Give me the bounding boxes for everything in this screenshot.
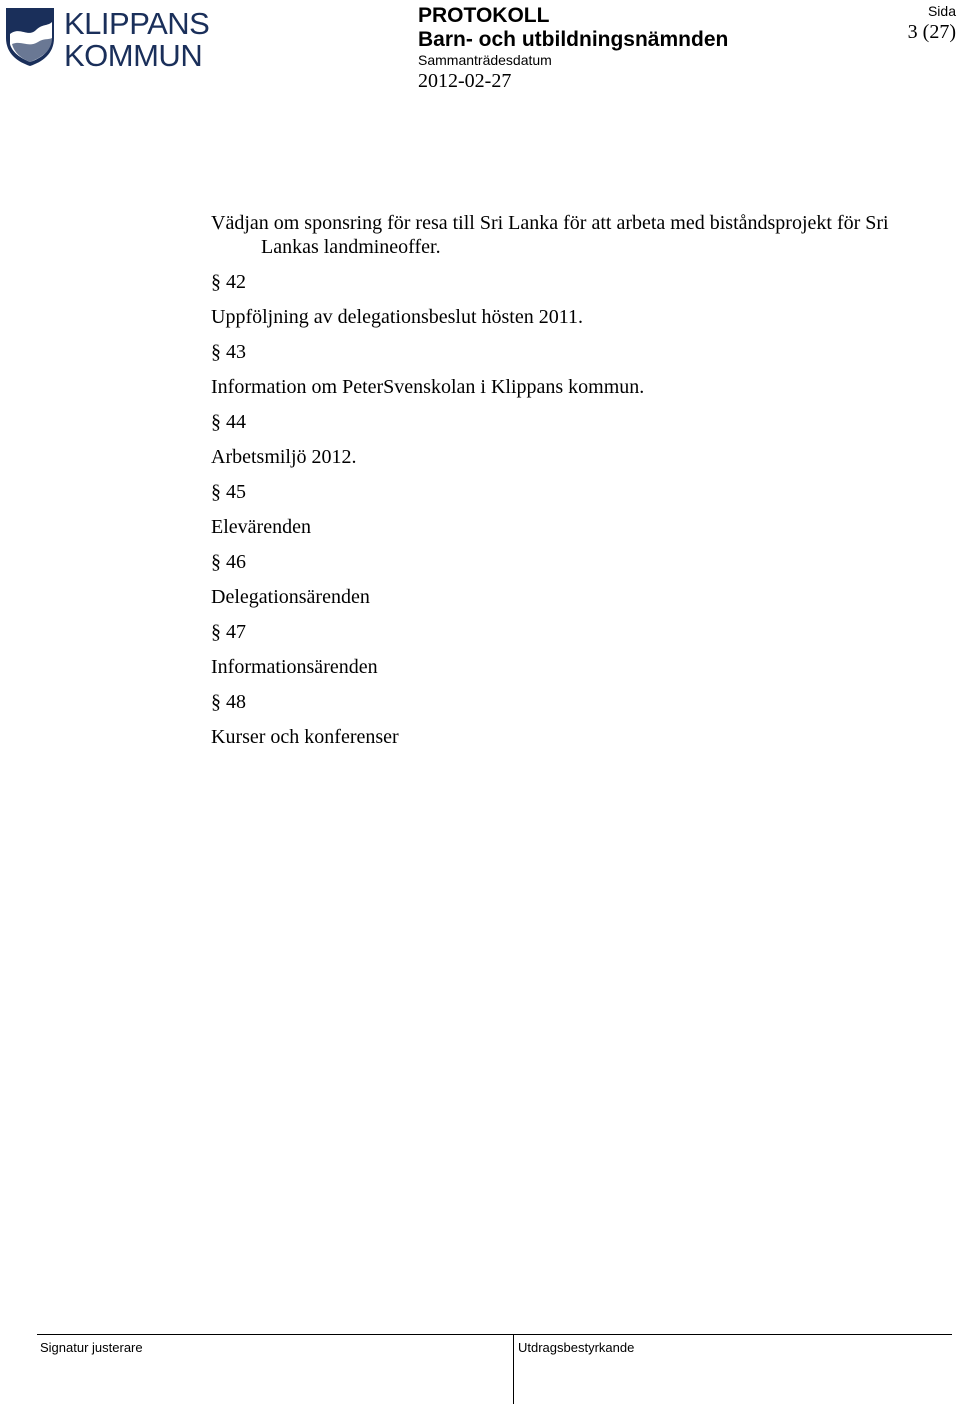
agenda-item-title: Elevärenden (211, 516, 311, 538)
document-type: PROTOKOLL (418, 4, 550, 27)
agenda-item-title: Kurser och konferenser (211, 726, 399, 748)
agenda-intro-title: Vädjan om sponsring för resa till Sri Lanka för att arbeta med biståndsprojekt för Sri Lankas landmineoffer. (211, 212, 889, 258)
meeting-date: 2012-02-27 (418, 70, 512, 92)
logo-graphic (4, 4, 219, 68)
klippans-kommun-logo (4, 4, 219, 68)
paragraph-number: § 43 (211, 341, 246, 363)
footer-rule (37, 1334, 952, 1335)
paragraph-number: § 45 (211, 481, 246, 503)
agenda-item-title: Information om PeterSvenskolan i Klippans kommun. (211, 376, 645, 398)
logo-text-line2: KOMMUN (64, 38, 203, 68)
logo-text-line1: KLIPPANS (64, 6, 210, 41)
agenda-item-title: Arbetsmiljö 2012. (211, 446, 357, 468)
agenda-item-title: Delegationsärenden (211, 586, 370, 608)
paragraph-number: § 47 (211, 621, 246, 643)
agenda-item-title: Informationsärenden (211, 656, 378, 678)
page-label: Sida (927, 3, 956, 19)
board-name: Barn- och utbildningsnämnden (418, 28, 729, 51)
paragraph-number: § 48 (211, 691, 246, 713)
date-label: Sammanträdesdatum (418, 52, 552, 68)
certification-field-label: Utdragsbestyrkande (518, 1340, 635, 1355)
paragraph-number: § 42 (211, 271, 246, 293)
agenda-item-title: Uppföljning av delegationsbeslut hösten 2011. (211, 306, 583, 328)
agenda-list (211, 211, 911, 749)
paragraph-number: § 46 (211, 551, 246, 573)
page-number: 3 (27) (907, 21, 956, 43)
signature-field-label: Signatur justerare (40, 1340, 143, 1355)
paragraph-number: § 44 (211, 411, 246, 433)
footer-divider (513, 1334, 514, 1404)
